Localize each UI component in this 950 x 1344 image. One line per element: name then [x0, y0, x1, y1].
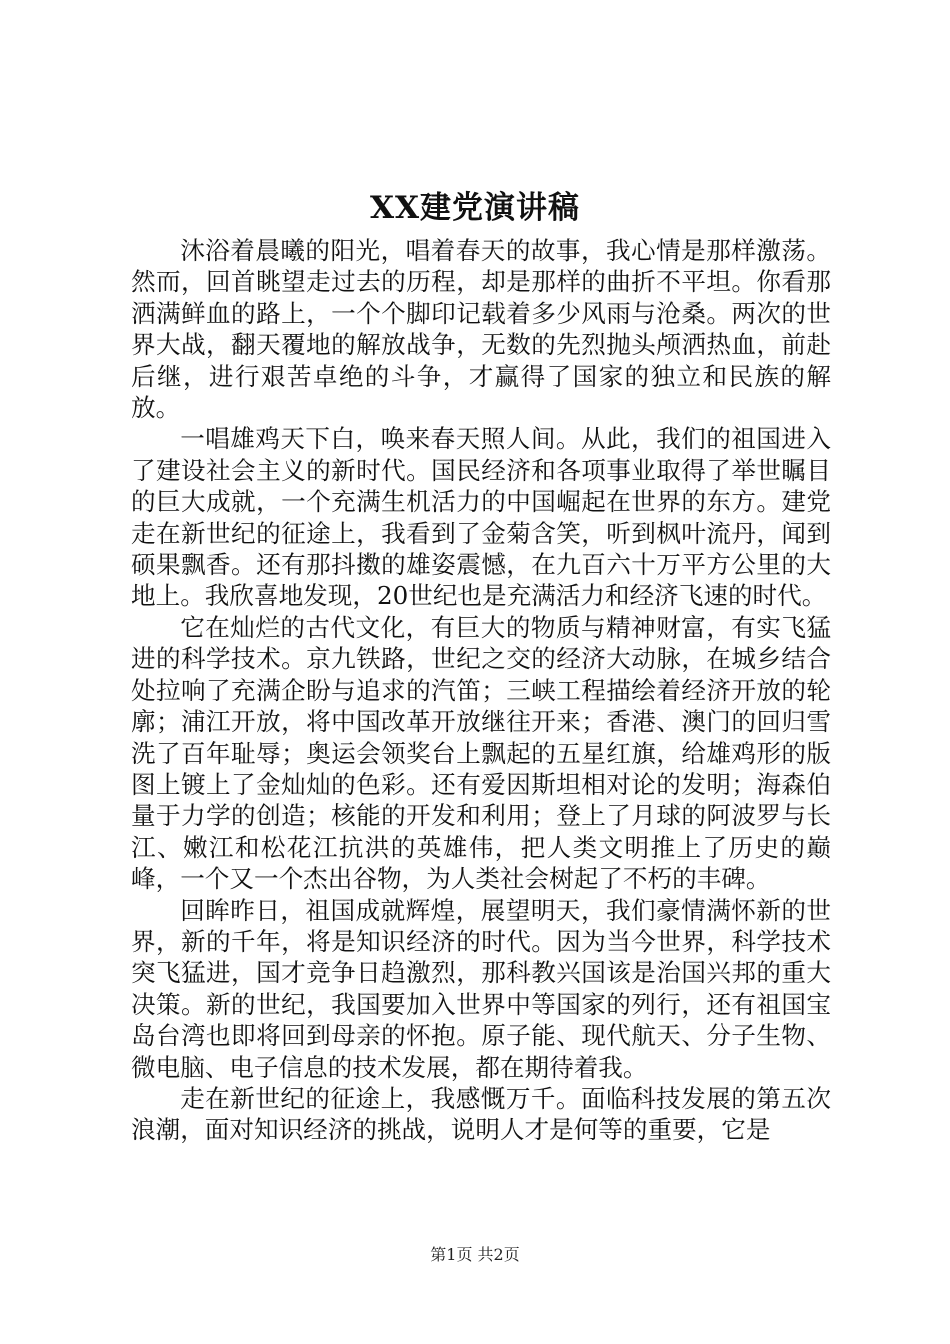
- paragraph: 回眸昨日，祖国成就辉煌，展望明天，我们豪情满怀新的世界，新的千年，将是知识经济的时代。因为当今世界，科学技术突飞猛进，国才竞争日趋激烈，那科教兴国该是治国兴邦的重大决策。新的世纪，我国要加入世界中等国家的列行，还有祖国宝岛台湾也即将回到母亲的怀抱。原子能、现代航天、分子生物、微电脑、电子信息的技术发展，都在期待着我。: [131, 895, 831, 1082]
- paragraph: 沐浴着晨曦的阳光，唱着春天的故事，我心情是那样激荡。然而，回首眺望走过去的历程，却是那样的曲折不平坦。你看那洒满鲜血的路上，一个个脚印记载着多少风雨与沧桑。两次的世界大战，翻天覆地的解放战争，无数的先烈抛头颅洒热血，前赴后继，进行艰苦卓绝的斗争，才赢得了国家的独立和民族的解放。: [131, 236, 831, 423]
- document-title: XX建党演讲稿: [369, 190, 581, 226]
- page-number-footer: 第1页 共2页: [430, 1245, 520, 1264]
- document-body: [131, 235, 831, 1146]
- paragraph: 走在新世纪的征途上，我感慨万千。面临科技发展的第五次浪潮，面对知识经济的挑战，说明人才是何等的重要，它是: [131, 1083, 831, 1145]
- paragraph: 它在灿烂的古代文化，有巨大的物质与精神财富，有实飞猛进的科学技术。京九铁路，世纪之交的经济大动脉，在城乡结合处拉响了充满企盼与追求的汽笛；三峡工程描绘着经济开放的轮廓；浦江开放，将中国改革开放继往开来；香港、澳门的回归雪洗了百年耻辱；奥运会领奖台上飘起的五星红旗，给雄鸡形的版图上镀上了金灿灿的色彩。还有爱因斯坦相对论的发明；海森伯量于力学的创造；核能的开发和利用；登上了月球的阿波罗与长江、嫩江和松花江抗洪的英雄伟，把人类文明推上了历史的巅峰，一个又一个杰出谷物，为人类社会树起了不朽的丰碑。: [131, 612, 831, 894]
- paragraph: 一唱雄鸡天下白，唤来春天照人间。从此，我们的祖国进入了建设社会主义的新时代。国民经济和各项事业取得了举世瞩目的巨大成就，一个充满生机活力的中国崛起在世界的东方。建党走在新世纪的征途上，我看到了金菊含笑，听到枫叶流丹，闻到硕果飘香。还有那抖擞的雄姿震憾，在九百六十万平方公里的大地上。我欣喜地发现，20世纪也是充满活力和经济飞速的时代。: [131, 424, 831, 611]
